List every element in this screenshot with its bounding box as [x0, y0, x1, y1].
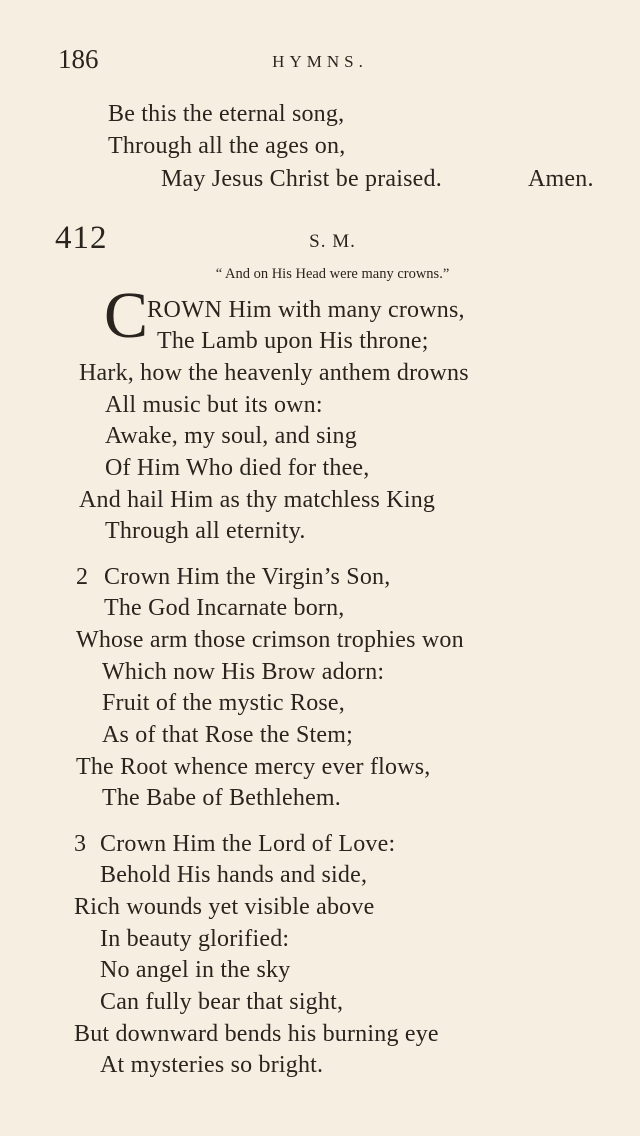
drop-cap: C — [104, 279, 149, 352]
previous-hymn-line: Through all the ages on, — [108, 133, 346, 159]
stanza-3-line: In beauty glorified: — [100, 926, 290, 952]
stanza-3-line: Crown Him the Lord of Love: — [100, 831, 396, 857]
amen: Amen. — [528, 166, 594, 192]
stanza-number: 2 — [76, 564, 89, 590]
stanza-number: 3 — [74, 831, 87, 857]
previous-hymn-line: May Jesus Christ be praised. — [161, 166, 442, 192]
stanza-1-line: And hail Him as thy matchless King — [79, 487, 436, 513]
stanza-3-line: Rich wounds yet visible above — [74, 894, 375, 920]
stanza-2-line: The God Incarnate born, — [104, 595, 345, 621]
stanza-3-line: No angel in the sky — [100, 957, 291, 983]
stanza-2-first-line — [76, 564, 390, 591]
stanza-2-line: Crown Him the Virgin’s Son, — [104, 564, 391, 590]
hymn-number: 412 — [55, 220, 108, 256]
stanza-1-line: Awake, my soul, and sing — [105, 423, 357, 449]
stanza-3-line: Can fully bear that sight, — [100, 989, 344, 1015]
hymn-meter: S. M. — [309, 231, 356, 252]
first-line-rest: Him with many crowns, — [222, 297, 465, 323]
stanza-1-first-line — [147, 297, 465, 324]
stanza-1-line: Of Him Who died for thee, — [105, 455, 370, 481]
previous-hymn-line: Be this the eternal song, — [108, 101, 345, 127]
stanza-3-line: At mysteries so bright. — [100, 1052, 324, 1078]
running-title: HYMNS. — [272, 52, 368, 71]
first-word-caps: ROWN — [147, 297, 223, 323]
stanza-2-line: Fruit of the mystic Rose, — [102, 690, 345, 716]
stanza-3-first-line — [74, 831, 395, 858]
stanza-1-line: The Lamb upon His throne; — [157, 328, 429, 354]
page-number: 186 — [58, 44, 99, 74]
stanza-2-line: Whose arm those crimson trophies won — [76, 627, 464, 653]
hymn-epigraph: “ And on His Head were many crowns.” — [215, 266, 450, 282]
stanza-1-line: All music but its own: — [105, 392, 323, 418]
stanza-2-line: Which now His Brow adorn: — [102, 659, 385, 685]
stanza-2-line: The Babe of Bethlehem. — [102, 785, 341, 811]
stanza-2-line: As of that Rose the Stem; — [102, 722, 353, 748]
stanza-2-line: The Root whence mercy ever flows, — [76, 754, 431, 780]
stanza-3-line: But downward bends his burning eye — [74, 1021, 439, 1047]
stanza-3-line: Behold His hands and side, — [100, 862, 368, 888]
stanza-1-line: Through all eternity. — [105, 518, 306, 544]
stanza-1-line: Hark, how the heavenly anthem drowns — [79, 360, 469, 386]
